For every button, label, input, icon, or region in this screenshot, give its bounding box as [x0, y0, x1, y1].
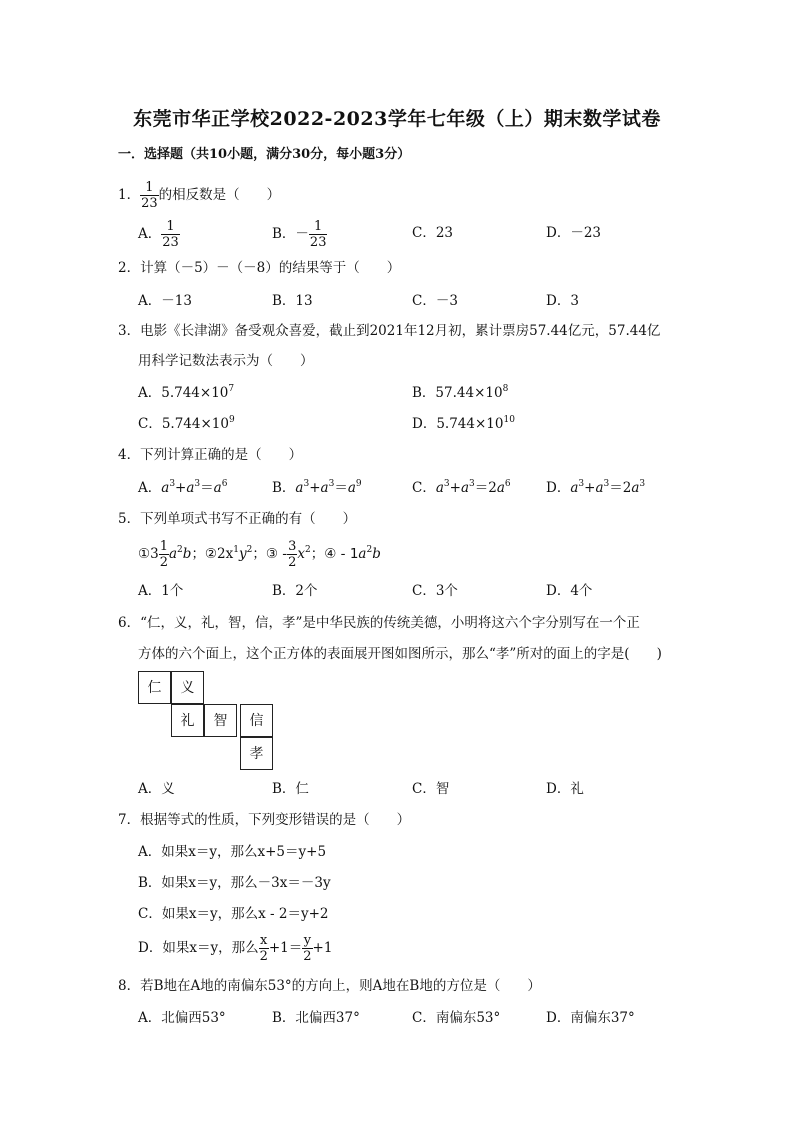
question-7-stem: 7．根据等式的性质，下列变形错误的是（ ） — [118, 812, 411, 828]
option-a[interactable]: A．$5.744\times 10^7$ — [138, 384, 235, 401]
net-cell: 智 — [204, 704, 237, 737]
option-b[interactable]: B．北偏西37° — [272, 1010, 360, 1026]
question-2-stem: 2．计算（－5）－（－8）的结果等于（ ） — [118, 260, 401, 276]
option-c[interactable]: C．23 — [412, 225, 454, 241]
option-c[interactable]: C．智 — [412, 781, 450, 797]
option-c[interactable]: C．如果x＝y，那么x - 2＝y+2 — [138, 906, 329, 922]
option-b[interactable]: B．$a^3+a^3=a^9$ — [272, 479, 362, 496]
fraction: $\frac{1}{23}$ — [141, 180, 158, 211]
option-a[interactable]: A．北偏西53° — [138, 1010, 226, 1026]
option-a[interactable]: A．如果x＝y，那么x+5＝y+5 — [138, 844, 327, 860]
option-b[interactable]: B．2个 — [272, 583, 318, 599]
net-cell: 义 — [171, 671, 204, 704]
question-4-stem: 4．下列计算正确的是（ ） — [118, 447, 303, 463]
option-b[interactable]: B．仁 — [272, 781, 309, 797]
option-b[interactable]: B．13 — [272, 293, 313, 309]
exam-title: 东莞市华正学校2022-2023学年七年级（上）期末数学试卷 — [133, 108, 661, 130]
question-1-stem: 1． $\frac{1}{23}$ 的相反数是（ ） — [118, 180, 281, 211]
option-a[interactable]: A．－13 — [138, 293, 192, 309]
option-c[interactable]: C．$a^3+a^3=2a^6$ — [412, 479, 511, 496]
option-d[interactable]: D．如果x＝y，那么 $\frac{x}{2}$ +1＝ $\frac{y}{2}$ +1 — [138, 933, 333, 964]
question-3-stem-line2: 用科学记数法表示为（ ） — [138, 353, 314, 369]
option-d[interactable]: D．－23 — [546, 225, 602, 241]
option-b[interactable]: B．如果x＝y，那么－3x＝－3y — [138, 875, 331, 891]
net-cell: 信 — [240, 704, 273, 737]
option-a[interactable]: A．$a^3+a^3=a^6$ — [138, 479, 228, 496]
option-c[interactable]: C．3个 — [412, 583, 458, 599]
option-c[interactable]: C．南偏东53° — [412, 1010, 501, 1026]
question-5-items: ①3 $\frac{1}{2}$ $a^2b$；$②2x^1y^2$；③ - $\frac{3}{2}$ $x^2$；④ - $1a^2b$ — [138, 539, 381, 570]
option-d[interactable]: D．礼 — [546, 781, 584, 797]
section-heading: 一．选择题（共10小题，满分30分，每小题3分） — [118, 147, 411, 162]
question-8-stem: 8．若B地在A地的南偏东53°的方向上，则A地在B地的方位是（ ） — [118, 978, 541, 994]
net-cell: 孝 — [240, 737, 273, 770]
question-6-stem-line2: 方体的六个面上，这个正方体的表面展开图如图所示，那么“孝”所对的面上的字是( ) — [138, 646, 662, 662]
net-cell: 礼 — [171, 704, 204, 737]
question-5-stem: 5．下列单项式书写不正确的有（ ） — [118, 511, 357, 527]
option-c[interactable]: C．－3 — [412, 293, 458, 309]
option-d[interactable]: D．$a^3+a^3=2a^3$ — [546, 479, 646, 496]
option-d[interactable]: D．3 — [546, 293, 579, 309]
question-number: 1． — [118, 187, 141, 203]
option-a[interactable]: A．义 — [138, 781, 175, 797]
option-b[interactable]: B．－ $\frac{1}{23}$ — [272, 219, 327, 250]
option-a[interactable]: A．1个 — [138, 583, 184, 599]
option-a[interactable]: A． $\frac{1}{23}$ — [138, 219, 179, 250]
option-b[interactable]: B．$57.44\times 10^8$ — [412, 384, 509, 401]
option-c[interactable]: C．$5.744\times 10^9$ — [138, 415, 235, 432]
question-6-stem: 6．“仁，义，礼，智，信，孝”是中华民族的传统美德，小明将这六个字分别写在一个正 — [118, 615, 640, 631]
option-d[interactable]: D．南偏东37° — [546, 1010, 635, 1026]
option-d[interactable]: D．4个 — [546, 583, 593, 599]
option-d[interactable]: D．$5.744\times 10^{10}$ — [412, 415, 515, 432]
question-3-stem: 3．电影《长津湖》备受观众喜爱，截止到2021年12月初，累计票房57.44亿元，57.44亿 — [118, 323, 661, 339]
net-cell: 仁 — [138, 671, 171, 704]
